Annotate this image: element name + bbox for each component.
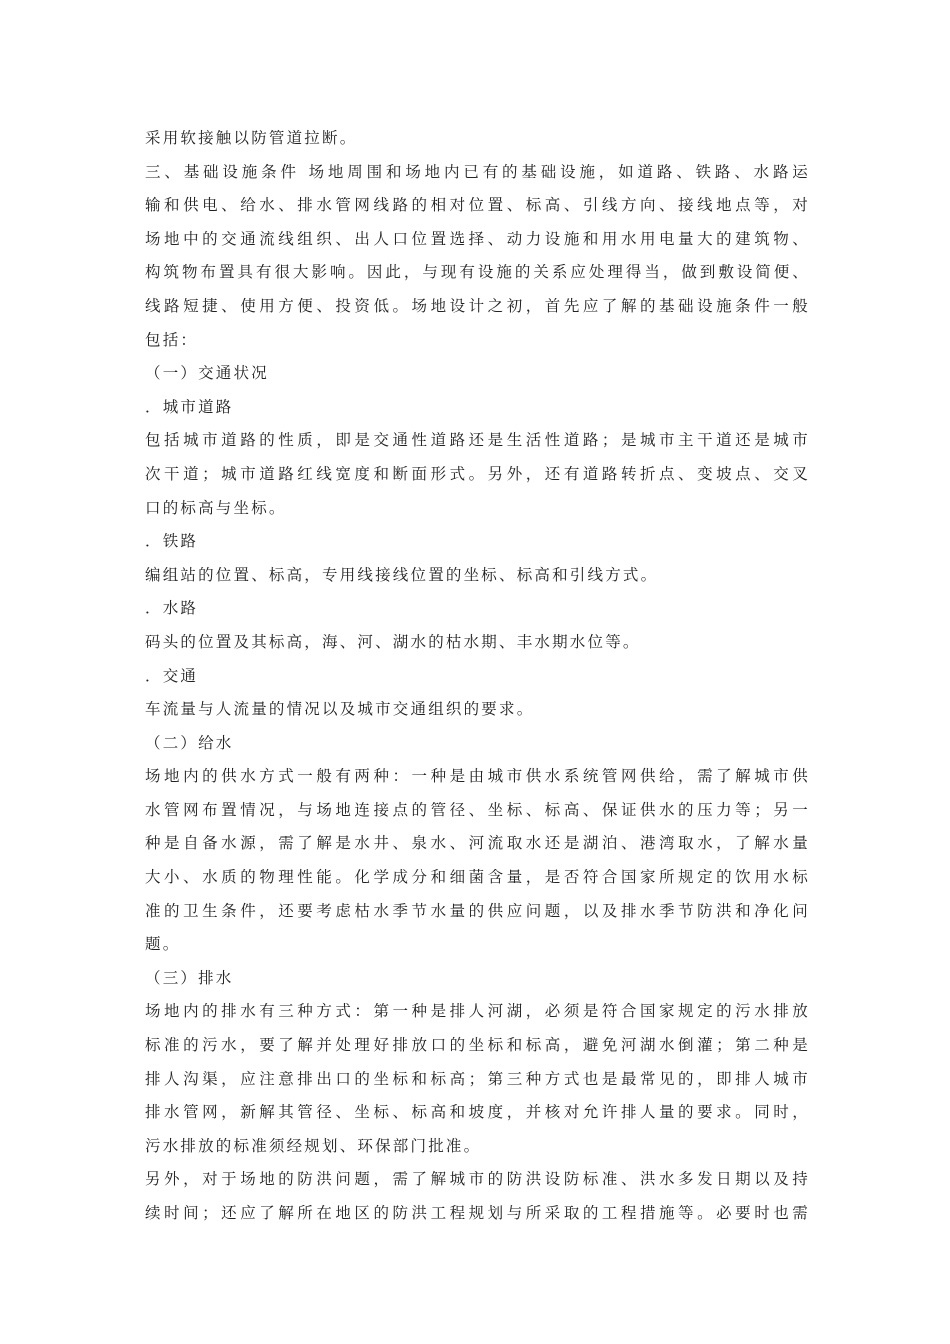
- text-line: 口的标高与坐标。: [145, 498, 287, 517]
- text-line: 另外，对于场地的防洪问题，需了解城市的防洪设防标准、洪水多发日期以及持: [145, 1170, 810, 1189]
- text-line: 码头的位置及其标高，海、河、湖水的枯水期、丰水期水位等。: [145, 632, 641, 651]
- text-line: 标准的污水，要了解并处理好排放口的坐标和标高，避免河湖水倒灌；第二种是: [145, 1036, 810, 1055]
- text-line: 大小、水质的物理性能。化学成分和细菌含量，是否符合国家所规定的饮用水标: [145, 868, 810, 887]
- text-line: 题。: [145, 935, 181, 954]
- text-line: 包括城市道路的性质，即是交通性道路还是生活性道路；是城市主干道还是城市: [145, 431, 810, 450]
- text-line: 次干道；城市道路红线宽度和断面形式。另外，还有道路转折点、变坡点、交叉: [145, 464, 810, 483]
- text-line: 线路短捷、使用方便、投资低。场地设计之初，首先应了解的基础设施条件一般: [145, 296, 810, 315]
- text-line: 车流量与人流量的情况以及城市交通组织的要求。: [145, 700, 535, 719]
- text-line: 准的卫生条件，还要考虑枯水季节水量的供应问题，以及排水季节防洪和净化问: [145, 901, 810, 920]
- text-line: 排水管网，新解其管径、坐标、标高和坡度，并核对允许排人量的要求。同时，: [145, 1103, 810, 1122]
- text-line: 续时间；还应了解所在地区的防洪工程规划与所采取的工程措施等。必要时也需: [145, 1204, 810, 1222]
- text-line: （三）排水: [145, 968, 234, 987]
- text-line: 采用软接触以防管道拉断。: [145, 129, 358, 147]
- text-line: ．水路: [145, 599, 199, 618]
- text-line: 场地中的交通流线组织、出人口位置选择、动力设施和用水用电量大的建筑物、: [145, 229, 810, 248]
- document-body: [145, 122, 810, 1231]
- text-line: 构筑物布置具有很大影响。因此，与现有设施的关系应处理得当，做到敷设简便、: [145, 263, 810, 282]
- text-line: ．交通: [145, 666, 199, 685]
- text-line: 排人沟渠，应注意排出口的坐标和标高；第三种方式也是最常见的，即排人城市: [145, 1069, 810, 1088]
- text-line: 输和供电、给水、排水管网线路的相对位置、标高、引线方向、接线地点等，对: [145, 196, 810, 215]
- text-line: 编组站的位置、标高，专用线接线位置的坐标、标高和引线方式。: [145, 565, 659, 584]
- text-line: 场地内的供水方式一般有两种：一种是由城市供水系统管网供给，需了解城市供: [145, 767, 810, 786]
- text-line: 场地内的排水有三种方式：第一种是排人河湖，必须是符合国家规定的污水排放: [145, 1002, 810, 1021]
- text-line: ．铁路: [145, 532, 199, 551]
- text-line: （二）给水: [145, 733, 234, 752]
- text-line: 污水排放的标准须经规划、环保部门批准。: [145, 1136, 482, 1155]
- text-line: 水管网布置情况，与场地连接点的管径、坐标、标高、保证供水的压力等；另一: [145, 800, 810, 819]
- text-line: （一）交通状况: [145, 364, 269, 383]
- text-line: 三、基础设施条件 场地周围和场地内已有的基础设施，如道路、铁路、水路运: [145, 162, 810, 181]
- text-line: 种是自备水源，需了解是水井、泉水、河流取水还是湖泊、港湾取水，了解水量: [145, 834, 810, 853]
- text-line: 包括：: [145, 330, 199, 349]
- text-line: ．城市道路: [145, 397, 234, 416]
